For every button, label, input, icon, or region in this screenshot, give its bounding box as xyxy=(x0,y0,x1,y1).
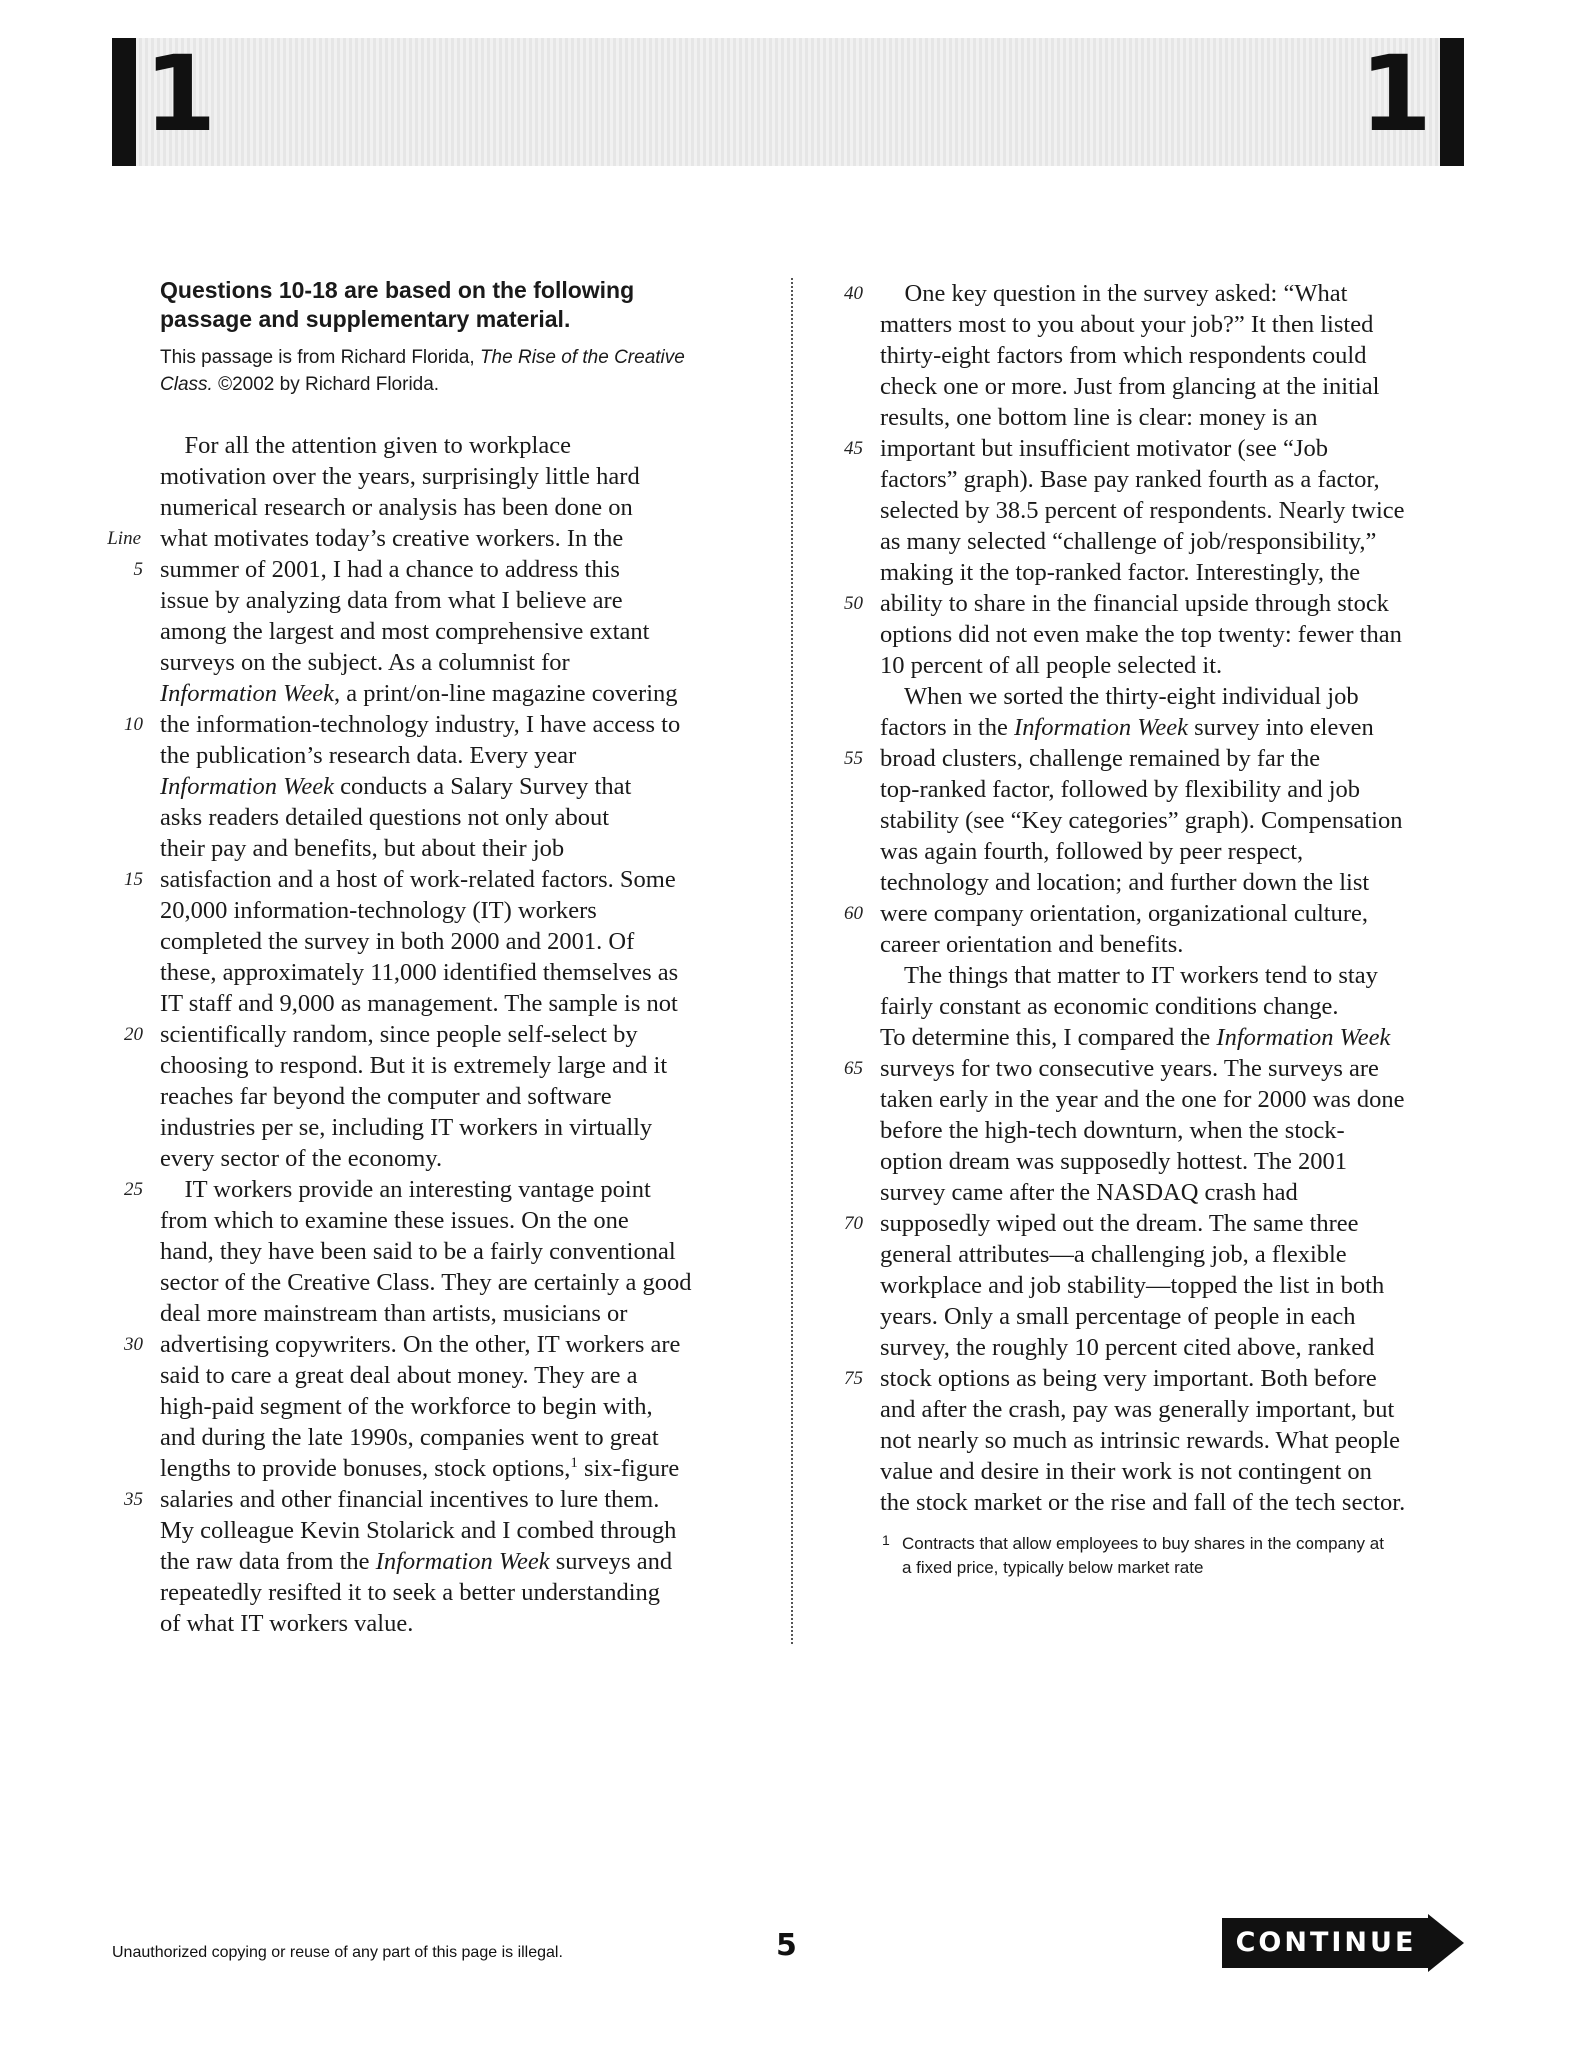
passage-line xyxy=(844,1053,1480,1084)
line-number: 10 xyxy=(124,714,143,735)
passage-line-text: matters most to you about your job?” It then listed xyxy=(880,311,1374,338)
passage-line xyxy=(880,309,1480,340)
passage-line xyxy=(880,340,1480,371)
passage-line-text: was again fourth, followed by peer respect, xyxy=(880,838,1304,865)
passage-line xyxy=(160,461,760,492)
passage-line xyxy=(160,1391,760,1422)
passage-intro xyxy=(160,276,760,398)
passage-line-text: taken early in the year and the one for 2000 was done xyxy=(880,1086,1405,1113)
passage-line xyxy=(880,1022,1480,1053)
line-number: 55 xyxy=(844,748,863,769)
passage-line xyxy=(880,650,1480,681)
passage-line-text: IT staff and 9,000 as management. The sample is not xyxy=(160,990,678,1017)
passage-source xyxy=(160,344,760,398)
passage-line xyxy=(880,1301,1480,1332)
passage-line-text: stock options as being very important. Both before xyxy=(880,1365,1377,1392)
passage-line xyxy=(880,464,1480,495)
passage-column-right xyxy=(844,278,1480,1518)
passage-line-text: IT workers provide an interesting vantage point xyxy=(160,1176,651,1203)
passage-line xyxy=(880,960,1480,991)
source-copyright: ©2002 by Richard Florida. xyxy=(212,374,440,395)
passage-line-text: technology and location; and further down the list xyxy=(880,869,1370,896)
passage-line-text: My colleague Kevin Stolarick and I combed through xyxy=(160,1517,677,1544)
passage-line-text: options did not even make the top twenty: fewer than xyxy=(880,621,1402,648)
passage-line-text: years. Only a small percentage of people in each xyxy=(880,1303,1356,1330)
line-number: Line xyxy=(107,528,141,549)
page-number: 5 xyxy=(776,1928,797,1963)
line-number: 50 xyxy=(844,593,863,614)
passage-line-text: the information-technology industry, I have access to xyxy=(160,711,681,738)
passage-line-text: survey came after the NASDAQ crash had xyxy=(880,1179,1298,1206)
passage-line-text: value and desire in their work is not contingent on xyxy=(880,1458,1372,1485)
line-number: 20 xyxy=(124,1024,143,1045)
passage-line-text: option dream was supposedly hottest. The 2001 xyxy=(880,1148,1348,1175)
line-number: 40 xyxy=(844,283,863,304)
passage-line xyxy=(160,1205,760,1236)
passage-line xyxy=(880,805,1480,836)
copyright-notice: Unauthorized copying or reuse of any part of this page is illegal. xyxy=(112,1944,563,1961)
questions-heading-line: passage and supplementary material. xyxy=(160,306,571,332)
passage-line xyxy=(160,1236,760,1267)
passage-line xyxy=(880,867,1480,898)
section-edge-bar-right xyxy=(1440,38,1464,166)
passage-line-text: top-ranked factor, followed by flexibility and job xyxy=(880,776,1361,803)
passage-line-text: and during the late 1990s, companies went to great xyxy=(160,1424,659,1451)
passage-line-text: summer of 2001, I had a chance to address this xyxy=(160,556,620,583)
passage-line xyxy=(160,616,760,647)
passage-line-text: before the high-tech downturn, when the stock- xyxy=(880,1117,1345,1144)
passage-line-text: salaries and other financial incentives to lure them. xyxy=(160,1486,660,1513)
passage-line-text: factors in the Information Week survey into eleven xyxy=(880,714,1374,741)
questions-heading-line: Questions 10-18 are based on the following xyxy=(160,277,635,303)
passage-line xyxy=(124,864,760,895)
passage-line-text: broad clusters, challenge remained by far the xyxy=(880,745,1321,772)
passage-line xyxy=(880,1394,1480,1425)
passage-line xyxy=(160,585,760,616)
passage-line-text: and after the crash, pay was generally important, but xyxy=(880,1396,1395,1423)
line-number: 60 xyxy=(844,903,863,924)
passage-line xyxy=(160,988,760,1019)
passage-line xyxy=(880,836,1480,867)
passage-line-text: 20,000 information-technology (IT) workers xyxy=(160,897,597,924)
passage-line-text: the raw data from the Information Week surveys and xyxy=(160,1548,673,1575)
line-number: 75 xyxy=(844,1368,863,1389)
passage-line xyxy=(844,1363,1480,1394)
passage-line-text: numerical research or analysis has been done on xyxy=(160,494,633,521)
passage-line xyxy=(880,1425,1480,1456)
passage-line xyxy=(160,1422,760,1453)
passage-line-text: of what IT workers value. xyxy=(160,1610,414,1637)
arrow-right-icon xyxy=(1428,1914,1464,1972)
passage-line-text: every sector of the economy. xyxy=(160,1145,443,1172)
passage-line xyxy=(160,771,760,802)
passage-line xyxy=(880,1239,1480,1270)
passage-line-text: One key question in the survey asked: “What xyxy=(880,280,1348,307)
passage-line xyxy=(880,774,1480,805)
column-divider xyxy=(791,278,793,1644)
passage-line-text: general attributes—a challenging job, a flexible xyxy=(880,1241,1347,1268)
passage-line xyxy=(880,557,1480,588)
passage-line xyxy=(160,1081,760,1112)
passage-line xyxy=(880,712,1480,743)
passage-line xyxy=(160,957,760,988)
passage-line xyxy=(160,1143,760,1174)
passage-line-text: scientifically random, since people self-select by xyxy=(160,1021,638,1048)
passage-line xyxy=(880,1084,1480,1115)
passage-line-text: as many selected “challenge of job/responsibility,” xyxy=(880,528,1377,555)
section-edge-bar-left xyxy=(112,38,136,166)
passage-line-text: results, one bottom line is clear: money is an xyxy=(880,404,1318,431)
passage-line xyxy=(880,402,1480,433)
passage-line xyxy=(844,278,1480,309)
passage-line-text: sector of the Creative Class. They are certainly a good xyxy=(160,1269,692,1296)
passage-line xyxy=(160,678,760,709)
passage-line-text: industries per se, including IT workers in virtually xyxy=(160,1114,653,1141)
passage-line xyxy=(880,619,1480,650)
passage-line-text: motivation over the years, surprisingly little hard xyxy=(160,463,640,490)
passage-line xyxy=(124,1019,760,1050)
passage-line xyxy=(160,1546,760,1577)
passage-line xyxy=(160,1112,760,1143)
passage-line xyxy=(160,1453,760,1484)
section-header-band xyxy=(112,33,1464,166)
passage-line-text: When we sorted the thirty-eight individual job xyxy=(880,683,1359,710)
passage-line xyxy=(160,926,760,957)
line-number: 30 xyxy=(124,1334,143,1355)
source-book-title: The Rise of the Creative xyxy=(479,347,685,368)
passage-line xyxy=(880,495,1480,526)
passage-line xyxy=(844,588,1480,619)
passage-line xyxy=(844,1208,1480,1239)
passage-line xyxy=(133,554,760,585)
passage-line-text: making it the top-ranked factor. Interestingly, the xyxy=(880,559,1361,586)
passage-line xyxy=(160,1515,760,1546)
passage-line-text: For all the attention given to workplace xyxy=(160,432,571,459)
passage-line xyxy=(844,898,1480,929)
passage-line-text: The things that matter to IT workers tend to stay xyxy=(880,962,1378,989)
passage-line-text: not nearly so much as intrinsic rewards. What people xyxy=(880,1427,1401,1454)
passage-line xyxy=(880,1270,1480,1301)
section-number-right: 1 xyxy=(1359,33,1432,155)
passage-line-text: the stock market or the rise and fall of the tech sector. xyxy=(880,1489,1406,1516)
passage-line xyxy=(880,371,1480,402)
passage-line-text: 10 percent of all people selected it. xyxy=(880,652,1223,679)
passage-line-text: fairly constant as economic conditions change. xyxy=(880,993,1339,1020)
footnote xyxy=(880,1532,1480,1580)
passage-line xyxy=(880,681,1480,712)
section-number-left: 1 xyxy=(144,33,217,155)
line-number: 70 xyxy=(844,1213,863,1234)
footnote-mark: 1 xyxy=(882,1532,890,1548)
passage-line-text: supposedly wiped out the dream. The same three xyxy=(880,1210,1359,1237)
passage-line-text: completed the survey in both 2000 and 2001. Of xyxy=(160,928,635,955)
line-number: 25 xyxy=(124,1179,143,1200)
continue-arrow-button[interactable] xyxy=(1222,1914,1472,1974)
source-prefix: This passage is from Richard Florida, xyxy=(160,347,480,368)
passage-line xyxy=(107,523,760,554)
line-number: 65 xyxy=(844,1058,863,1079)
passage-line-text: stability (see “Key categories” graph). Compensation xyxy=(880,807,1403,834)
passage-line xyxy=(160,1577,760,1608)
passage-line-text: ability to share in the financial upside through stock xyxy=(880,590,1389,617)
passage-line xyxy=(160,1298,760,1329)
passage-line-text: from which to examine these issues. On the one xyxy=(160,1207,629,1234)
footnote-text-line: a fixed price, typically below market rate xyxy=(902,1558,1204,1577)
passage-line-text: issue by analyzing data from what I believe are xyxy=(160,587,623,614)
passage-column-left xyxy=(107,430,760,1639)
passage-line-text: hand, they have been said to be a fairly conventional xyxy=(160,1238,676,1265)
passage-line xyxy=(124,1484,760,1515)
passage-line xyxy=(124,709,760,740)
passage-line-text: said to care a great deal about money. They are a xyxy=(160,1362,638,1389)
passage-line-text: surveys for two consecutive years. The surveys are xyxy=(880,1055,1379,1082)
passage-line xyxy=(124,1174,760,1205)
passage-line-text: Information Week conducts a Salary Survey that xyxy=(160,773,632,800)
passage-line-text: thirty-eight factors from which respondents could xyxy=(880,342,1367,369)
passage-line xyxy=(124,1329,760,1360)
passage-line xyxy=(880,1487,1480,1518)
line-number: 5 xyxy=(133,559,143,580)
passage-line xyxy=(880,1115,1480,1146)
line-number: 45 xyxy=(844,438,863,459)
passage-line-text: surveys on the subject. As a columnist for xyxy=(160,649,570,676)
passage-line xyxy=(160,1267,760,1298)
passage-line xyxy=(880,929,1480,960)
passage-line-text: lengths to provide bonuses, stock options,$^1$ six-figure xyxy=(160,1454,680,1482)
passage-line-text: these, approximately 11,000 identified themselves as xyxy=(160,959,679,986)
source-book-title-cont: Class. xyxy=(160,374,213,395)
footnote-text-line: Contracts that allow employees to buy shares in the company at xyxy=(902,1534,1384,1553)
passage-line-text: advertising copywriters. On the other, IT workers are xyxy=(160,1331,681,1358)
passage-line xyxy=(160,1050,760,1081)
passage-line xyxy=(160,1360,760,1391)
passage-line xyxy=(160,833,760,864)
passage-line-text: the publication’s research data. Every year xyxy=(160,742,577,769)
passage-line-text: choosing to respond. But it is extremely large and it xyxy=(160,1052,668,1079)
passage-line-text: To determine this, I compared the Information Week xyxy=(880,1024,1391,1051)
passage-line xyxy=(160,647,760,678)
passage-line-text: career orientation and benefits. xyxy=(880,931,1184,958)
passage-line-text: reaches far beyond the computer and software xyxy=(160,1083,612,1110)
passage-line xyxy=(160,430,760,461)
passage-line xyxy=(880,526,1480,557)
passage-line-text: Information Week, a print/on-line magazine covering xyxy=(160,680,678,707)
passage-line-text: survey, the roughly 10 percent cited above, ranked xyxy=(880,1334,1375,1361)
passage-line-text: asks readers detailed questions not only about xyxy=(160,804,610,831)
passage-line-text: satisfaction and a host of work-related factors. Some xyxy=(160,866,676,893)
passage-line xyxy=(880,1146,1480,1177)
passage-line xyxy=(844,433,1480,464)
passage-line-text: high-paid segment of the workforce to begin with, xyxy=(160,1393,653,1420)
passage-line xyxy=(160,895,760,926)
passage-line xyxy=(880,991,1480,1022)
line-number: 15 xyxy=(124,869,143,890)
passage-line-text: repeatedly resifted it to seek a better understanding xyxy=(160,1579,661,1606)
questions-heading xyxy=(160,276,760,334)
passage-line-text: factors” graph). Base pay ranked fourth as a factor, xyxy=(880,466,1380,493)
passage-line-text: among the largest and most comprehensive extant xyxy=(160,618,650,645)
passage-line-text: workplace and job stability—topped the list in both xyxy=(880,1272,1385,1299)
passage-line xyxy=(160,740,760,771)
continue-label: CONTINUE xyxy=(1235,1927,1417,1958)
passage-line-text: check one or more. Just from glancing at the initial xyxy=(880,373,1380,400)
passage-line xyxy=(880,1456,1480,1487)
passage-line xyxy=(880,1177,1480,1208)
passage-line-text: selected by 38.5 percent of respondents. Nearly twice xyxy=(880,497,1405,524)
passage-line xyxy=(844,743,1480,774)
passage-line xyxy=(160,492,760,523)
passage-line-text: their pay and benefits, but about their job xyxy=(160,835,565,862)
passage-line xyxy=(880,1332,1480,1363)
passage-line-text: what motivates today’s creative workers. In the xyxy=(160,525,624,552)
passage-line-text: deal more mainstream than artists, musicians or xyxy=(160,1300,628,1327)
passage-line xyxy=(160,802,760,833)
passage-line-text: important but insufficient motivator (see “Job xyxy=(880,435,1328,462)
line-number: 35 xyxy=(124,1489,143,1510)
passage-line-text: were company orientation, organizational culture, xyxy=(880,900,1369,927)
passage-line xyxy=(160,1608,760,1639)
